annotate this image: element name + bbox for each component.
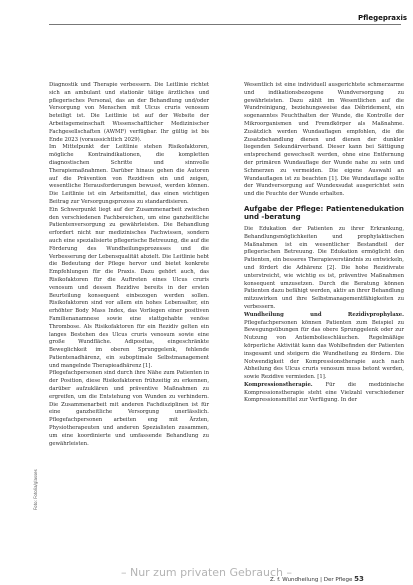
- paragraph: Die Edukation der Patienten zu ihrer Erkrankung, Behandlungsmöglichkeiten und prophylaktischen Maßnahmen ist ein wesentlicher Bestandteil der pflegerischen Betreuung. Die Edukation ermöglicht den Patienten, ein besseres Therapieverständnis zu entwickeln, und fördert die Adhärenz [2]. Die hohe Rezidivrate unterstreicht, wie wichtig es ist, präventive Maßnahmen konsequent umzusetzen. Durch die Beratung können Patienten dazu befähigt werden, aktiv an ihrer Behandlung mitzuwirken und ihre Selbstmanagementfähigkeiten zu verbessern.: [244, 225, 404, 310]
- header-rule: [49, 24, 401, 25]
- header-section: Pflegepraxis: [358, 14, 408, 22]
- paragraph: Ein Schwerpunkt liegt auf der Zusammenarbeit zwischen den verschiedenen Fachbereichen, um eine ganzheitliche Patientenversorgung zu gewährleisten. Die Behandlung erfordert nicht nur medizinisches Fachwissen, sondern auch eine spezialisierte pflegerische Betreuung, die auf die Förderung des Wundheilungsprozesses und die Verbesserung der Lebensqualität abzielt. Die Leitlinie hebt die Bedeutung der Pflege hervor und bietet konkrete Empfehlungen für die Praxis. Dazu gehört auch, das Risikofaktoren für die Auftreten eines Ulcus cruris venosum und dessen Rezidive bereits in der ersten Beurteilung konsequent einbezogen werden sollen. Risikofaktoren sind vor allem ein hohes Lebensalter, ein erhöhter Body Mass Index, das Vorliegen einer positiven Familienanamnese sowie eine stattgehabte venöse Thrombose. Als Risikofaktoren für ein Rezidiv gelten ein langes Bestehen des Ulcus cruris venosum sowie eine große Wundfläche. Adipositas, eingeschränkte Beweglichkeit im oberen Sprunggelenk, fehlende Patientenadhärenz, ein suboptimale Selbstmanagement und mangelnde Therapieadhärenz [1].: [49, 206, 209, 369]
- paragraph: Im Mittelpunkt der Leitlinie stehen Risikofaktoren, mögliche Kontraindikationen, die kompletten diagnostischen Schritte und sinnvolle Therapiemaßnahmen. Darüber hinaus gehen die Autoren auf die Prävention von Rezidiven ein und zeigen, wesentliche Herausforderungen bewusst, werden können. Die Leitlinie ist ein Arbeitsmittel, das einen wichtigen Beitrag zur Versorgungsprozess zu standardisieren.: [49, 144, 209, 205]
- column-right: [244, 82, 404, 405]
- side-credit: Foto: Fotolia/glasses: [33, 469, 38, 510]
- footer-journal: Z. f. Wundheilung | Der Pflege: [270, 577, 353, 583]
- paragraph: Pflegefachpersonen sind durch ihre Nähe zum Patienten in der Position, diese Risikofaktoren frühzeitig zu erkennen, darüber aufzuklären und präventive Maßnahmen zu ergreifen, um die Entstehung von Wunden zu verhindern. Die Zusammenarbeit mit anderen Fachdisziplinen ist für eine ganzheitliche Versorgung unerlässlich. Pflegefachpersonen arbeiten eng mit Ärzten, Physiotherapeuten und anderen Spezialisten zusammen, um eine koordinierte und umfassende Behandlung zu gewährleisten.: [49, 370, 209, 447]
- runin-heading: Wundheilung und Rezidivprophylaxe.: [244, 311, 404, 318]
- subheading: Aufgabe der Pflege: Patientenedukation und -beratung: [244, 204, 404, 221]
- runin-heading: Kompressionstherapie.: [244, 381, 313, 388]
- paragraph-text: Für die medizinische Kompressionstherapie steht eine Vielzahl verschiedener Kompressionsmittel zur Verfügung. In der: [244, 381, 404, 404]
- paragraph: Wesentlich ist eine individuell ausgerichtete schmerzarme und indikationsbezogene Wundversorgung zu gewährleisten. Dazu zählt im Wesentlichen auf die Wundreinigung, beziehungsweise das Débridement, ein sogenanntes Feuchthalten der Wunde, die Kontrolle der Mikroorganismen und Fremdkörper als Maßnahme. Zusätzlich werden Wundauflagen empfohlen, die die Zusatzbehandlung dienen und dienen der dunkler liegenden Sekundärverband. Dieser kann bei Sättigung entsprechend gewechselt werden, ohne eine Entfernung der primären Wundauflage der Wunde nahe zu sein und Schmerzen zu vermeiden. Die eigene Auswahl an Wundauflagen ist zu beachten [1]. Die Wundauflage sollte der Wundversorgung auf Wundexsudat ausgerichtet sein und die Feuchte der Wunde erhalten.: [244, 82, 404, 198]
- paragraph: [244, 312, 404, 382]
- footer: [270, 575, 364, 583]
- paragraph: [244, 382, 404, 405]
- watermark: – Nur zum privaten Gebrauch –: [120, 566, 293, 579]
- column-left: [49, 82, 209, 448]
- paragraph: Diagnostik und Therapie verbessern. Die Leitlinie richtet sich an ambulant und stationär tätige ärztliches und pflegerisches Personal, das an der Behandlung und/oder Versorgung von Menschen mit Ulcus cruris venosum beteiligt ist. Die Leitlinie ist auf der Website der Arbeitsgemeinschaft Wissenschaftlicher Medizinischer Fachgesellschaften (AWMF) verfügbar. Ihr gültig ist bis Ende 2023 (voraussichtlich 2029).: [49, 82, 209, 143]
- paragraph-text: Pflegefachpersonen können Patienten zum Beispiel zu Bewegungsübungen für das obere Sprunggelenk oder zur Nutzung von Antiembolieschläuchen. Regelmäßige körperliche Aktivität kann das Wohlbefinden der Patienten insgesamt und steigern die Wundheilung zu fördern. Die Notwendigkeit der Kompressionstherapie auch nach Abheilung des Ulcus cruris venosum muss betont werden, sowie Rezidive vermieden. [1].: [244, 319, 404, 381]
- page-number: 53: [354, 575, 364, 583]
